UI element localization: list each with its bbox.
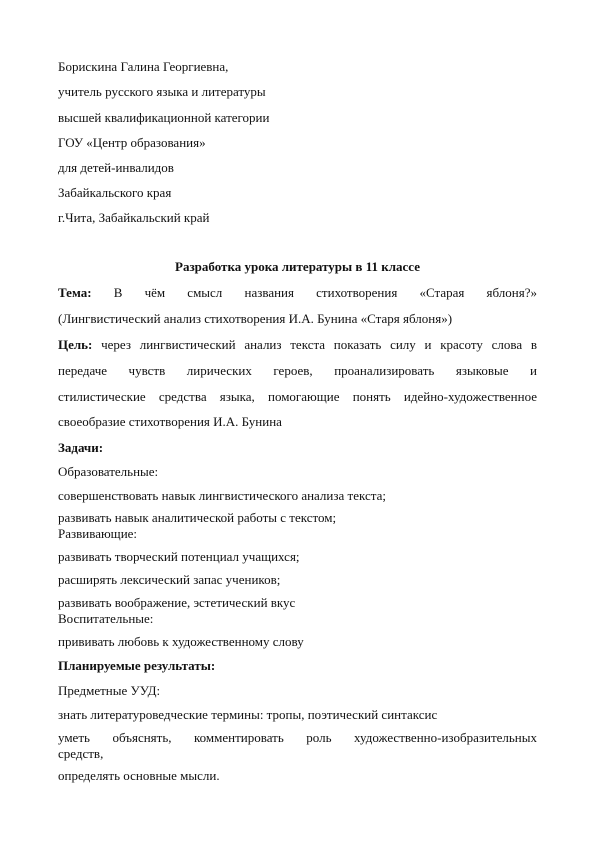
developing-item: расширять лексический запас учеников; xyxy=(58,572,281,587)
goal-line-2: передаче чувств лирических героев, проанализировать языковые и xyxy=(58,363,537,378)
author-region: Забайкальского края xyxy=(58,185,172,200)
author-name: Борискина Галина Георгиевна, xyxy=(58,59,229,74)
educational-item: развивать навык аналитической работы с текстом; xyxy=(58,510,337,525)
goal-line-3: стилистические средства языка, помогающие понять идейно-художественное xyxy=(58,389,537,404)
results-able-line-1: уметь объяснять, комментировать роль художественно-изобразительных xyxy=(58,730,537,745)
theme-subtitle: (Лингвистический анализ стихотворения И.А. Бунина «Старя яблоня») xyxy=(58,311,453,326)
author-category: высшей квалификационной категории xyxy=(58,110,270,125)
author-position: учитель русского языка и литературы xyxy=(58,84,266,99)
results-define: определять основные мысли. xyxy=(58,768,220,783)
goal-line-1: Цель: через лингвистический анализ текста показать силу и красоту слова в xyxy=(58,337,537,352)
goal-line-4: своеобразие стихотворения И.А. Бунина xyxy=(58,414,282,429)
results-know: знать литературоведческие термины: тропы, поэтический синтаксис xyxy=(58,707,438,722)
theme-label: Тема: xyxy=(58,285,92,300)
document-title: Разработка урока литературы в 11 классе xyxy=(175,259,420,274)
theme-text: В чём смысл названия стихотворения «Старая яблоня?» xyxy=(113,285,537,300)
developing-item: развивать воображение, эстетический вкус xyxy=(58,595,296,610)
results-able-line-2: средств, xyxy=(58,746,104,761)
author-city: г.Чита, Забайкальский край xyxy=(58,210,210,225)
educational-item: совершенствовать навык лингвистического анализа текста; xyxy=(58,488,386,503)
author-org-line2: для детей-инвалидов xyxy=(58,160,174,175)
developing-label: Развивающие: xyxy=(58,526,138,541)
upbringing-label: Воспитательные: xyxy=(58,611,154,626)
upbringing-item: прививать любовь к художественному слову xyxy=(58,634,304,649)
goal-label: Цель: xyxy=(58,337,93,352)
subject-uud-label: Предметные УУД: xyxy=(58,683,161,698)
results-heading: Планируемые результаты: xyxy=(58,658,216,673)
developing-item: развивать творческий потенциал учащихся; xyxy=(58,549,300,564)
tasks-heading: Задачи: xyxy=(58,440,104,455)
author-org: ГОУ «Центр образования» xyxy=(58,135,206,150)
educational-label: Образовательные: xyxy=(58,464,159,479)
theme-line xyxy=(58,285,537,301)
